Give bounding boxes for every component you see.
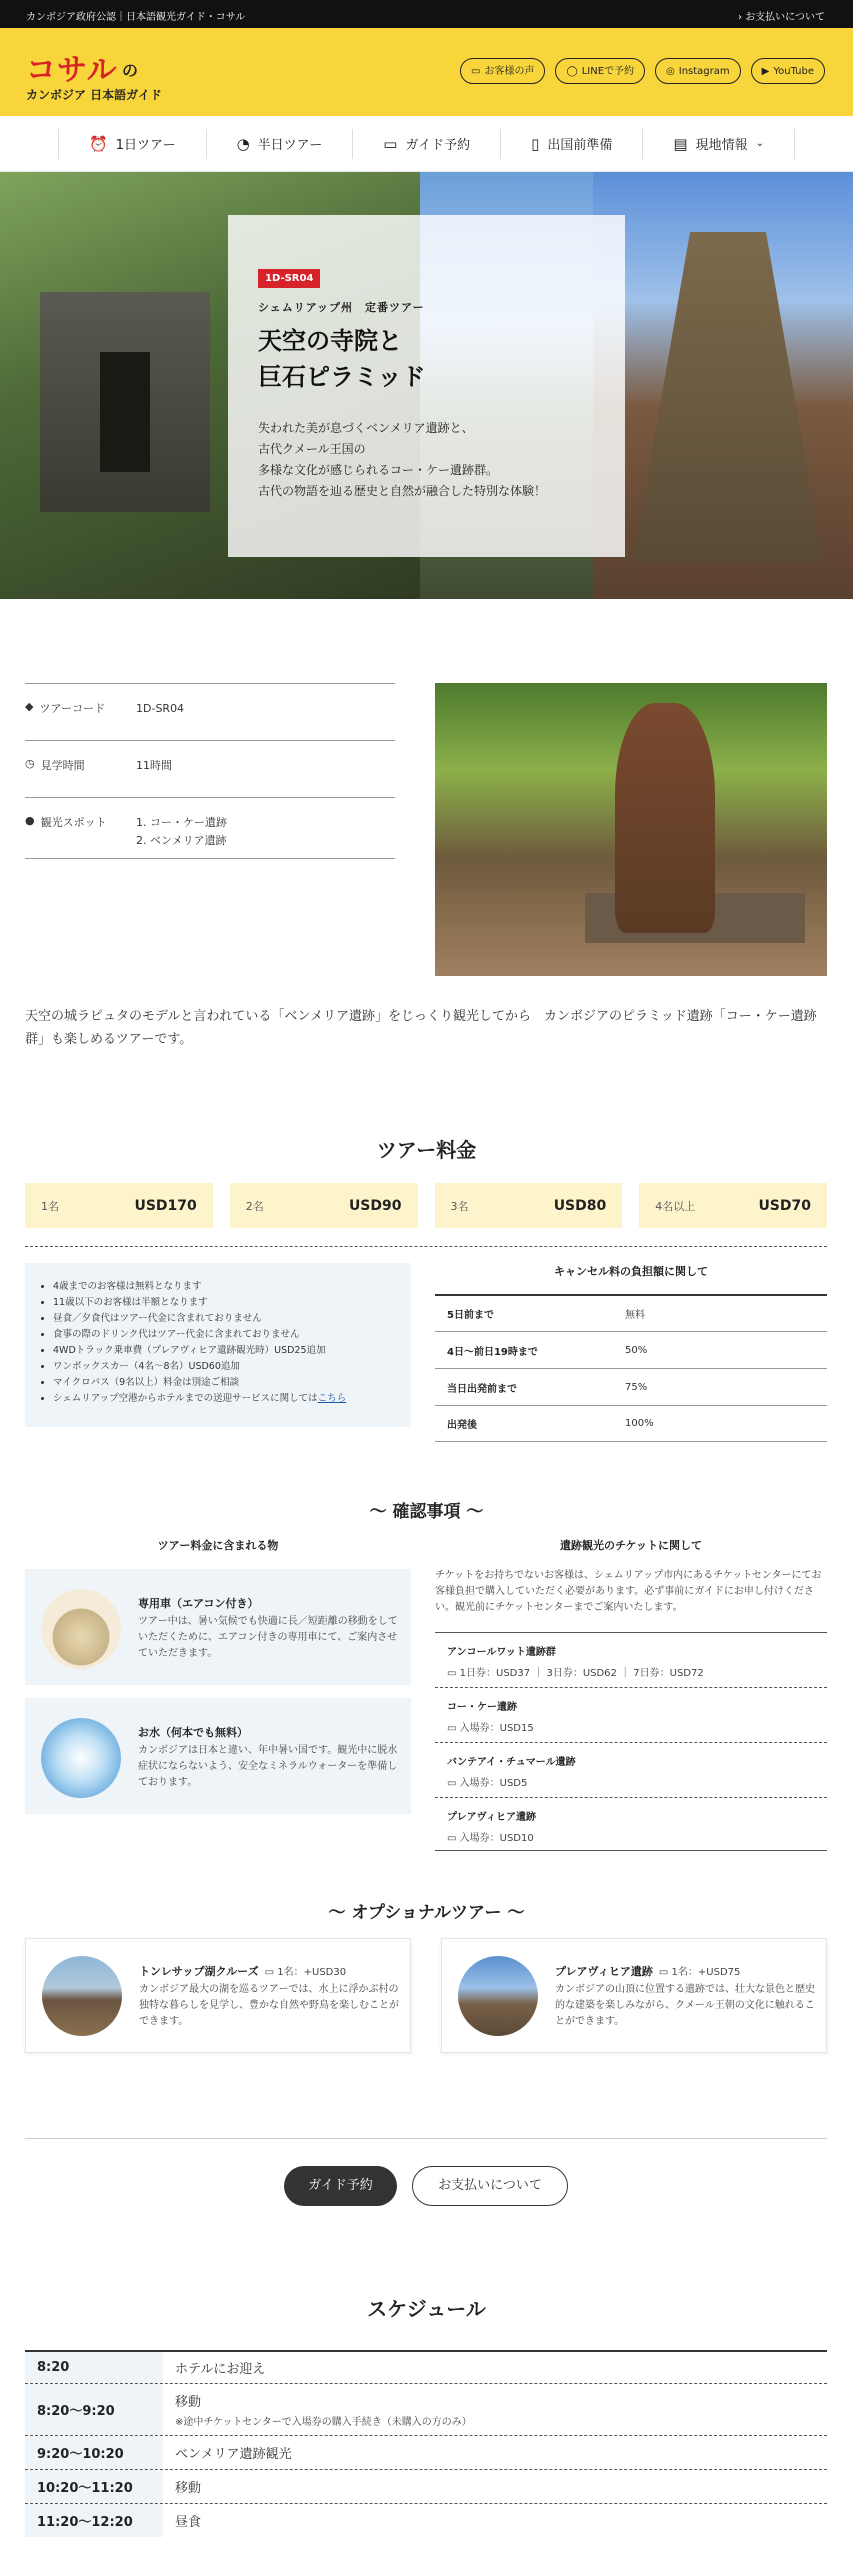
- logo[interactable]: コサル: [26, 53, 118, 88]
- table-row: 10:20〜11:20 移動: [25, 2469, 827, 2503]
- nav-half-day-tour[interactable]: ◔ 半日ツアー: [206, 129, 353, 159]
- instagram-icon: ◎: [666, 65, 675, 77]
- cancel-policy-title: キャンセル料の負担額に関して: [554, 1265, 708, 1278]
- book-icon: ▤: [673, 134, 688, 153]
- schedule-title: スケジュール: [367, 2297, 486, 2321]
- guide-booking-button[interactable]: ガイド予約: [284, 2166, 397, 2206]
- ticket-icon: ▭: [447, 1668, 460, 1679]
- table-row: 11:20〜12:20 昼食: [25, 2503, 827, 2537]
- water-bottle-photo: [41, 1718, 121, 1798]
- price-cards: [25, 1183, 827, 1228]
- ticket-price-list: [435, 1632, 827, 1851]
- payment-info-button[interactable]: お支払いについて: [412, 2166, 568, 2206]
- price-card: 1名 USD170: [25, 1183, 213, 1228]
- price-section-title: ツアー料金: [376, 1138, 477, 1162]
- line-reserve-button[interactable]: ◯ LINEで予約: [555, 58, 645, 84]
- site-header: [0, 28, 853, 116]
- ticket-icon: ▭: [447, 1723, 460, 1734]
- preah-vihear-photo: [458, 1956, 538, 2036]
- included-water-card: お水（何本でも無料） カンボジアは日本と違い、年中暑い国です。観光中に脱水症状にならないよう、安全なミネラルウォーターを準備しております。: [25, 1698, 411, 1814]
- tour-lead: 失われた美が息づくベンメリア遺跡と、 古代クメール王国の 多様な文化が感じられるコー・ケー遺跡群。 古代の物語を辿る歴史と自然が融合した特別な体験！: [258, 421, 547, 498]
- logo-particle: の: [122, 61, 139, 80]
- youtube-button[interactable]: ▶ YouTube: [751, 58, 825, 84]
- ticket-description: チケットをお持ちでないお客様は、シェムリアップ市内にあるチケットセンターにてお客様負担で購入していただく必要があります。必ず事前にガイドにお申し付けください。観光前にチケットセンターまでご案内いたします。: [435, 1570, 822, 1613]
- clock-icon: ◷: [25, 757, 35, 770]
- price-card: 4名以上 USD70: [639, 1183, 827, 1228]
- line-icon: ◯: [566, 65, 578, 77]
- nav-local-info[interactable]: ▤ 現地情報 ⌄: [642, 129, 795, 159]
- optional-tour-card[interactable]: トンレサップ湖クルーズ ▭ 1名：+USD30 カンボジア最大の湖を巡るツアーでは、水上に浮かぶ村の独特な暮らしを見学し、豊かな自然や野鳥を楽しむことができます。: [25, 1938, 411, 2053]
- schedule-table: [25, 2350, 827, 2537]
- reviews-button[interactable]: ▭ お客様の声: [460, 58, 545, 84]
- tour-area: シェムリアップ州 定番ツアー: [258, 301, 425, 314]
- payment-link[interactable]: › お支払いについて: [738, 12, 825, 23]
- tour-intro-text: 天空の城ラピュタのモデルと言われている「ベンメリア遺跡」をじっくり観光してから カンボジアのピラミッド遺跡「コー・ケー遺跡群」も楽しめるツアーです。: [25, 1009, 817, 1047]
- top-bar: [0, 0, 853, 28]
- ticket-title: 遺跡観光のチケットに関して: [559, 1539, 702, 1552]
- hero-text-box: [228, 215, 625, 557]
- included-title: ツアー料金に含まれる物: [157, 1539, 279, 1552]
- table-row: 9:20〜10:20 ベンメリア遺跡観光: [25, 2435, 827, 2469]
- ticket-icon: ▭: [383, 134, 398, 153]
- table-row: 8:20 ホテルにお迎え: [25, 2350, 827, 2383]
- list-item: コー・ケー遺跡 ▭ 入場券：USD15: [435, 1687, 827, 1742]
- main-nav: [0, 116, 853, 172]
- table-row: 4日〜前日19時まで 50%: [435, 1331, 827, 1368]
- price-card: 3名 USD80: [435, 1183, 623, 1228]
- nav-one-day-tour[interactable]: ⏰ 1日ツアー: [58, 129, 206, 159]
- half-day-clock-icon: ◔: [236, 134, 250, 153]
- included-car-card: 専用車（エアコン付き） ツアー中は、暑い気候でも快適に長／短距離の移動をしていただくために、エアコン付きの専用車にて、ご案内させていただきます。: [25, 1569, 411, 1685]
- comment-icon: ▭: [471, 65, 481, 77]
- ticket-icon: ▭: [447, 1778, 460, 1789]
- confirm-section-title: 〜 確認事項 〜: [369, 1502, 484, 1522]
- tag-icon: ◆: [25, 700, 34, 713]
- table-row: 8:20〜9:20 移動 ※途中チケットセンターで入場券の購入手続き（未購入の方のみ）: [25, 2383, 827, 2435]
- list-item: バンテアイ・チュマール遺跡 ▭ 入場券：USD5: [435, 1742, 827, 1797]
- info-row-spots: ● 観光スポット 1. コー・ケー遺跡 2. ベンメリア遺跡: [25, 797, 395, 859]
- tour-info-table: [25, 683, 395, 859]
- table-row: 当日出発前まで 75%: [435, 1368, 827, 1405]
- map-pin-icon: ●: [25, 814, 35, 827]
- tour-code-badge: 1D-SR04: [258, 269, 320, 288]
- price-notes: • 4歳までのお客様は無料となります • 11歳以下のお客様は半額となります • 昼食／夕食代はツアー代金に含まれておりません • 食事の際のドリンク代はツアー代金に含まれておりません • 4WDトラック乗車費（プレアヴィヒア遺跡観光時）USD25追加 • ワンボックスカー（4名〜8名）USD60追加 • マイクロバス（9名以上）料金は別途ご相談 • シェムリアップ空港からホテルまでの送迎サービスに関してはこちら: [25, 1263, 411, 1427]
- youtube-icon: ▶: [761, 65, 770, 77]
- divider: [25, 2138, 827, 2139]
- tour-title: 天空の寺院と 巨石ピラミッド: [258, 326, 426, 391]
- info-row-code: ◆ ツアーコード 1D-SR04: [25, 683, 395, 740]
- ticket-icon: ▭: [447, 1833, 460, 1844]
- site-tagline: カンボジア政府公認｜日本語観光ガイド・コサル: [26, 12, 246, 23]
- header-buttons: [460, 58, 825, 84]
- list-item: プレアヴィヒア遺跡 ▭ 入場券：USD10: [435, 1797, 827, 1851]
- alarm-clock-icon: ⏰: [89, 134, 108, 153]
- chevron-down-icon: ⌄: [755, 138, 764, 149]
- table-row: 出発後 100%: [435, 1405, 827, 1442]
- suitcase-icon: ▯: [531, 134, 540, 153]
- info-row-duration: ◷ 見学時間 11時間: [25, 740, 395, 797]
- optional-tour-card[interactable]: プレアヴィヒア遺跡 ▭ 1名：+USD75 カンボジアの山頂に位置する遺跡では、壮大な景色と歴史的な建築を楽しみながら、クメール王朝の文化に触れることができます。: [441, 1938, 827, 2053]
- airport-transfer-link[interactable]: こちら: [317, 1393, 347, 1404]
- table-row: 5日前まで 無料: [435, 1294, 827, 1331]
- divider: [25, 1246, 827, 1247]
- logo-subtitle: カンボジア 日本語ガイド: [26, 88, 162, 102]
- chevron-right-icon: ›: [738, 12, 742, 23]
- price-card: 2名 USD90: [230, 1183, 418, 1228]
- nav-departure-prep[interactable]: ▯ 出国前準備: [500, 129, 642, 159]
- lake-cruise-photo: [42, 1956, 122, 2036]
- ticket-icon: ▭: [264, 1967, 278, 1978]
- ticket-icon: ▭: [658, 1967, 672, 1978]
- naga-statue-photo: [435, 683, 827, 976]
- hero-pyramid-photo: [593, 172, 853, 599]
- optional-section-title: 〜 オプショナルツアー 〜: [328, 1903, 525, 1923]
- nav-guide-booking[interactable]: ▭ ガイド予約: [352, 129, 500, 159]
- cancel-policy-table: [435, 1294, 827, 1442]
- car-photo: [41, 1589, 121, 1669]
- instagram-button[interactable]: ◎ Instagram: [655, 58, 741, 84]
- list-item: アンコールワット遺跡群 ▭ 1日券：USD37 ｜ 3日券：USD62 ｜ 7日券：USD72: [435, 1632, 827, 1687]
